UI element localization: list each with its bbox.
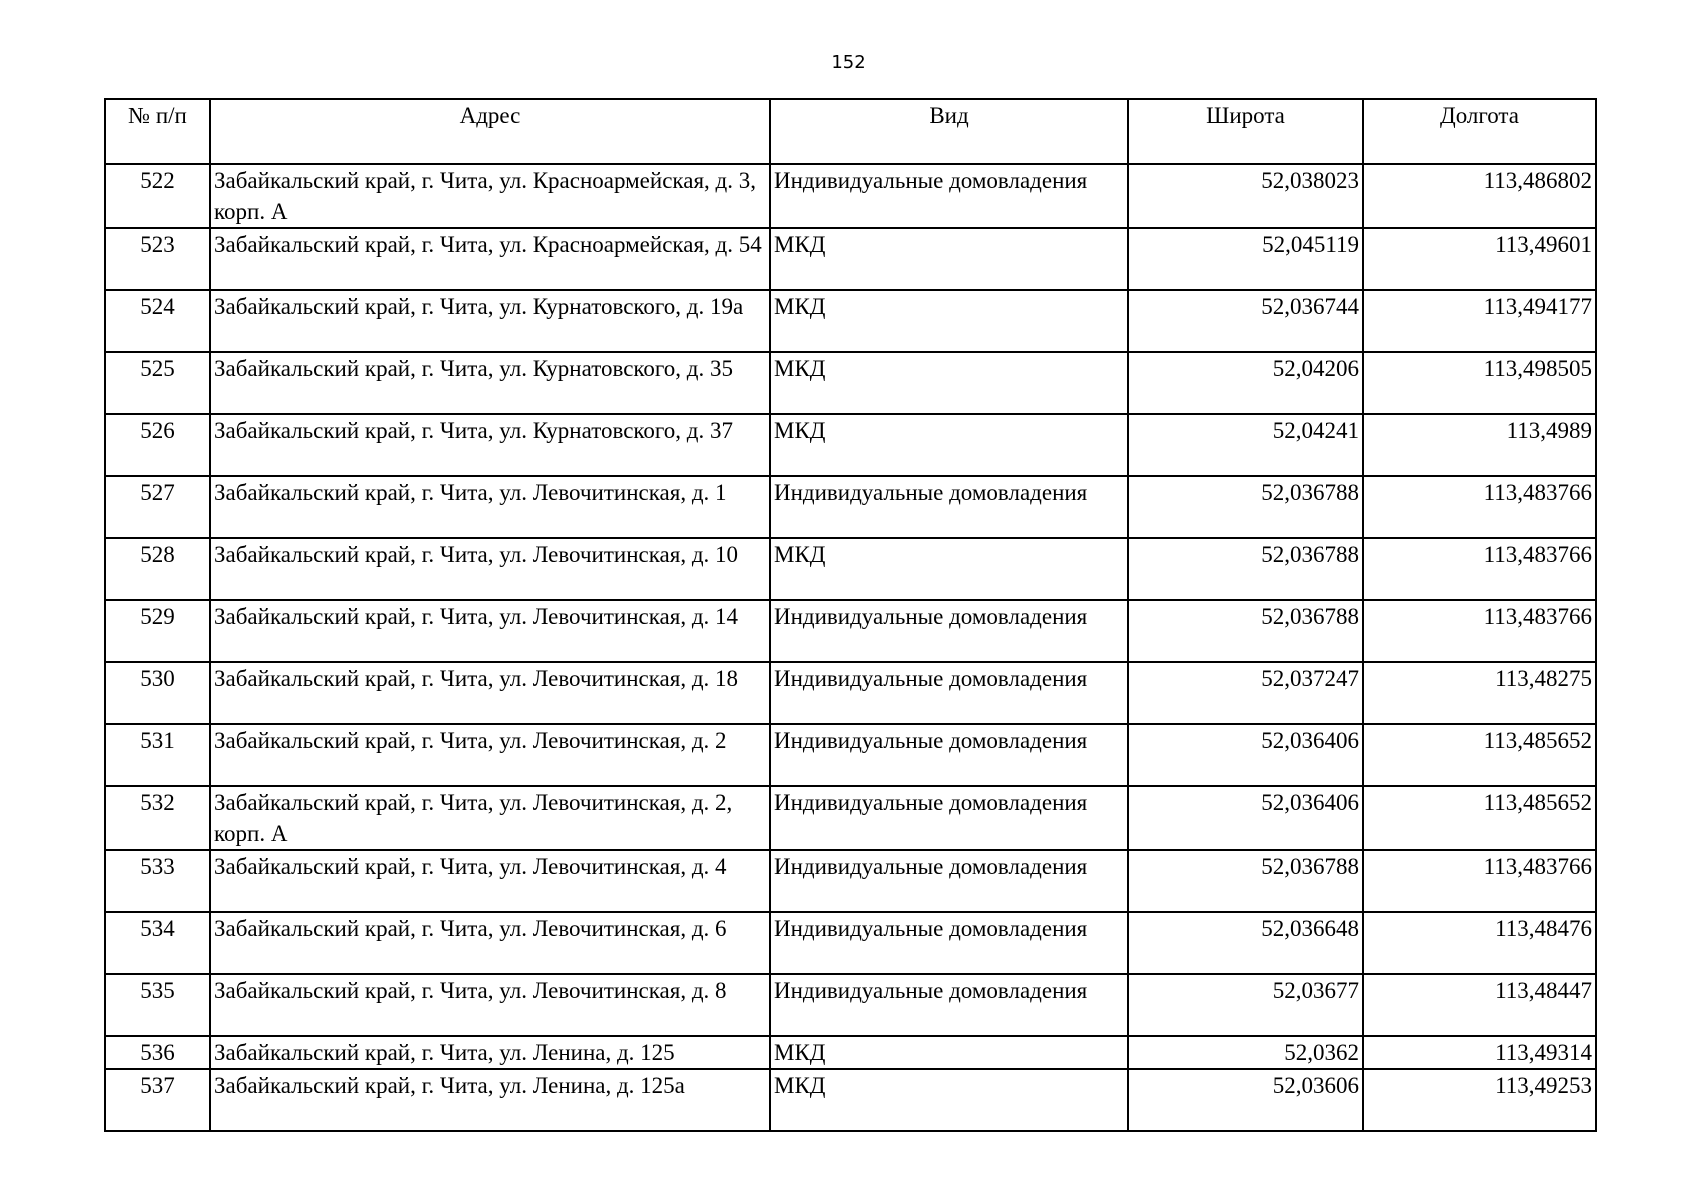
row-address: Забайкальский край, г. Чита, ул. Ленина, д. 125: [210, 1036, 770, 1069]
row-address: Забайкальский край, г. Чита, ул. Левочитинская, д. 2: [210, 724, 770, 786]
row-kind: Индивидуальные домовладения: [770, 662, 1128, 724]
row-latitude: 52,036406: [1128, 724, 1363, 786]
row-latitude: 52,037247: [1128, 662, 1363, 724]
table-row: [105, 352, 1596, 414]
row-latitude: 52,036788: [1128, 476, 1363, 538]
table-row: [105, 912, 1596, 974]
row-address: Забайкальский край, г. Чита, ул. Левочитинская, д. 10: [210, 538, 770, 600]
row-latitude: 52,03677: [1128, 974, 1363, 1036]
row-address: Забайкальский край, г. Чита, ул. Левочитинская, д. 8: [210, 974, 770, 1036]
row-kind: Индивидуальные домовладения: [770, 724, 1128, 786]
row-longitude: 113,48275: [1363, 662, 1596, 724]
table-header-row: [105, 99, 1596, 164]
table-row: [105, 600, 1596, 662]
row-longitude: 113,49314: [1363, 1036, 1596, 1069]
header-address: Адрес: [210, 99, 770, 164]
page-number: 152: [831, 52, 866, 73]
row-number: 522: [105, 164, 210, 228]
row-address: Забайкальский край, г. Чита, ул. Левочитинская, д. 2, корп. А: [210, 786, 770, 850]
row-number: 534: [105, 912, 210, 974]
row-number: 530: [105, 662, 210, 724]
row-number: 529: [105, 600, 210, 662]
row-address: Забайкальский край, г. Чита, ул. Курнатовского, д. 19а: [210, 290, 770, 352]
row-kind: Индивидуальные домовладения: [770, 164, 1128, 228]
table-row: [105, 850, 1596, 912]
table-row: [105, 538, 1596, 600]
row-address: Забайкальский край, г. Чита, ул. Курнатовского, д. 37: [210, 414, 770, 476]
row-longitude: 113,483766: [1363, 850, 1596, 912]
row-number: 531: [105, 724, 210, 786]
address-table: [104, 98, 1597, 1132]
row-number: 527: [105, 476, 210, 538]
row-latitude: 52,045119: [1128, 228, 1363, 290]
row-longitude: 113,49601: [1363, 228, 1596, 290]
row-latitude: 52,038023: [1128, 164, 1363, 228]
row-kind: Индивидуальные домовладения: [770, 786, 1128, 850]
row-latitude: 52,036648: [1128, 912, 1363, 974]
row-longitude: 113,486802: [1363, 164, 1596, 228]
row-kind: Индивидуальные домовладения: [770, 476, 1128, 538]
row-address: Забайкальский край, г. Чита, ул. Красноармейская, д. 54: [210, 228, 770, 290]
row-kind: Индивидуальные домовладения: [770, 600, 1128, 662]
row-number: 537: [105, 1069, 210, 1131]
row-longitude: 113,48476: [1363, 912, 1596, 974]
table-row: [105, 228, 1596, 290]
row-longitude: 113,483766: [1363, 600, 1596, 662]
row-address: Забайкальский край, г. Чита, ул. Левочитинская, д. 4: [210, 850, 770, 912]
row-address: Забайкальский край, г. Чита, ул. Ленина, д. 125а: [210, 1069, 770, 1131]
row-longitude: 113,48447: [1363, 974, 1596, 1036]
row-longitude: 113,485652: [1363, 786, 1596, 850]
row-address: Забайкальский край, г. Чита, ул. Левочитинская, д. 14: [210, 600, 770, 662]
row-latitude: 52,036788: [1128, 850, 1363, 912]
row-kind: МКД: [770, 228, 1128, 290]
row-number: 523: [105, 228, 210, 290]
row-kind: МКД: [770, 1036, 1128, 1069]
row-address: Забайкальский край, г. Чита, ул. Левочитинская, д. 6: [210, 912, 770, 974]
row-number: 524: [105, 290, 210, 352]
row-kind: Индивидуальные домовладения: [770, 974, 1128, 1036]
row-latitude: 52,0362: [1128, 1036, 1363, 1069]
row-longitude: 113,49253: [1363, 1069, 1596, 1131]
row-longitude: 113,4989: [1363, 414, 1596, 476]
row-number: 528: [105, 538, 210, 600]
row-address: Забайкальский край, г. Чита, ул. Красноармейская, д. 3, корп. А: [210, 164, 770, 228]
row-kind: МКД: [770, 1069, 1128, 1131]
row-longitude: 113,494177: [1363, 290, 1596, 352]
row-number: 536: [105, 1036, 210, 1069]
table-row: [105, 724, 1596, 786]
row-number: 533: [105, 850, 210, 912]
row-kind: МКД: [770, 538, 1128, 600]
row-kind: МКД: [770, 414, 1128, 476]
row-latitude: 52,036788: [1128, 600, 1363, 662]
row-latitude: 52,036744: [1128, 290, 1363, 352]
table-row: [105, 786, 1596, 850]
row-kind: МКД: [770, 290, 1128, 352]
row-latitude: 52,036406: [1128, 786, 1363, 850]
row-latitude: 52,036788: [1128, 538, 1363, 600]
header-longitude: Долгота: [1363, 99, 1596, 164]
table-row: [105, 414, 1596, 476]
row-number: 532: [105, 786, 210, 850]
table-row: [105, 1036, 1596, 1069]
row-latitude: 52,03606: [1128, 1069, 1363, 1131]
row-number: 535: [105, 974, 210, 1036]
row-longitude: 113,483766: [1363, 538, 1596, 600]
table-row: [105, 1069, 1596, 1131]
row-kind: Индивидуальные домовладения: [770, 850, 1128, 912]
table-row: [105, 290, 1596, 352]
header-kind: Вид: [770, 99, 1128, 164]
row-address: Забайкальский край, г. Чита, ул. Левочитинская, д. 1: [210, 476, 770, 538]
row-longitude: 113,485652: [1363, 724, 1596, 786]
row-address: Забайкальский край, г. Чита, ул. Левочитинская, д. 18: [210, 662, 770, 724]
header-number: № п/п: [105, 99, 210, 164]
table-row: [105, 476, 1596, 538]
row-address: Забайкальский край, г. Чита, ул. Курнатовского, д. 35: [210, 352, 770, 414]
row-number: 526: [105, 414, 210, 476]
table-row: [105, 164, 1596, 228]
header-latitude: Широта: [1128, 99, 1363, 164]
row-number: 525: [105, 352, 210, 414]
row-kind: Индивидуальные домовладения: [770, 912, 1128, 974]
table-row: [105, 662, 1596, 724]
row-longitude: 113,483766: [1363, 476, 1596, 538]
row-latitude: 52,04206: [1128, 352, 1363, 414]
table-row: [105, 974, 1596, 1036]
row-latitude: 52,04241: [1128, 414, 1363, 476]
row-kind: МКД: [770, 352, 1128, 414]
row-longitude: 113,498505: [1363, 352, 1596, 414]
